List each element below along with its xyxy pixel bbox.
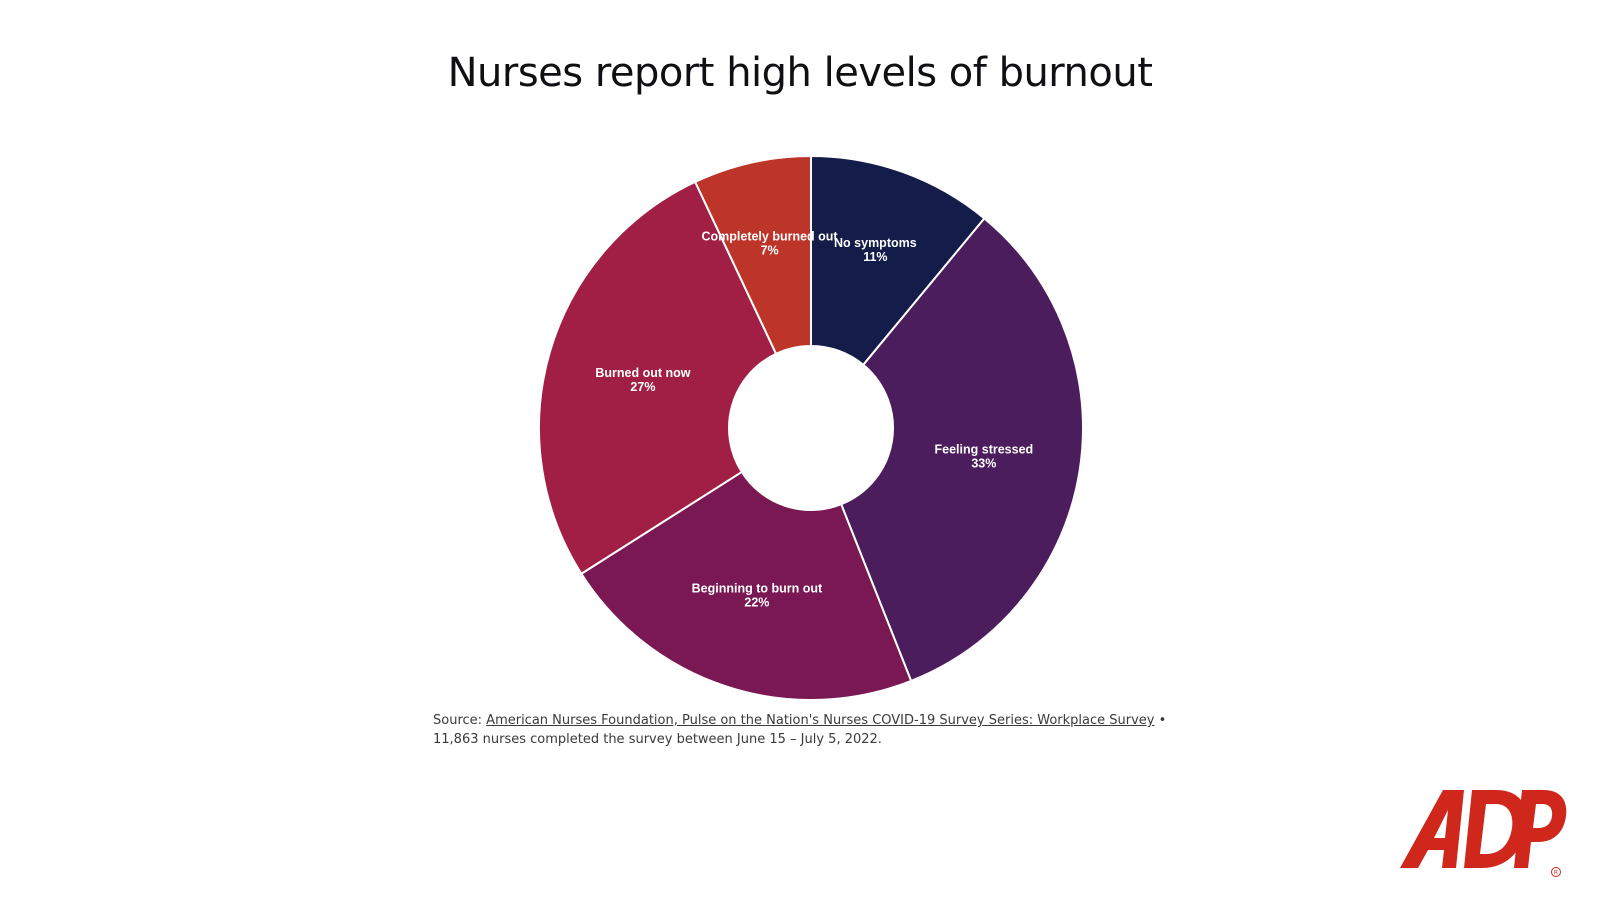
slice-label: Burned out now 27% <box>595 366 691 395</box>
slice-label: Feeling stressed 33% <box>934 442 1034 471</box>
slice-label: No symptoms 11% <box>834 236 917 265</box>
slice-label: Completely burned out 7% <box>701 229 838 258</box>
slice-label: Beginning to burn out 22% <box>691 581 823 610</box>
adp-logo <box>1398 788 1568 878</box>
chart-title: Nurses report high levels of burnout <box>447 50 1153 96</box>
source-note <box>433 711 1173 749</box>
svg-text:R: R <box>1553 869 1559 877</box>
source-prefix: Source: <box>433 713 487 728</box>
source-suffix: • 11,863 nurses completed the survey between June 15 – July 5, 2022. <box>433 713 1167 747</box>
source-link[interactable]: American Nurses Foundation, Pulse on the Nation's Nurses COVID-19 Survey Series: Workplace Survey <box>486 713 1155 728</box>
